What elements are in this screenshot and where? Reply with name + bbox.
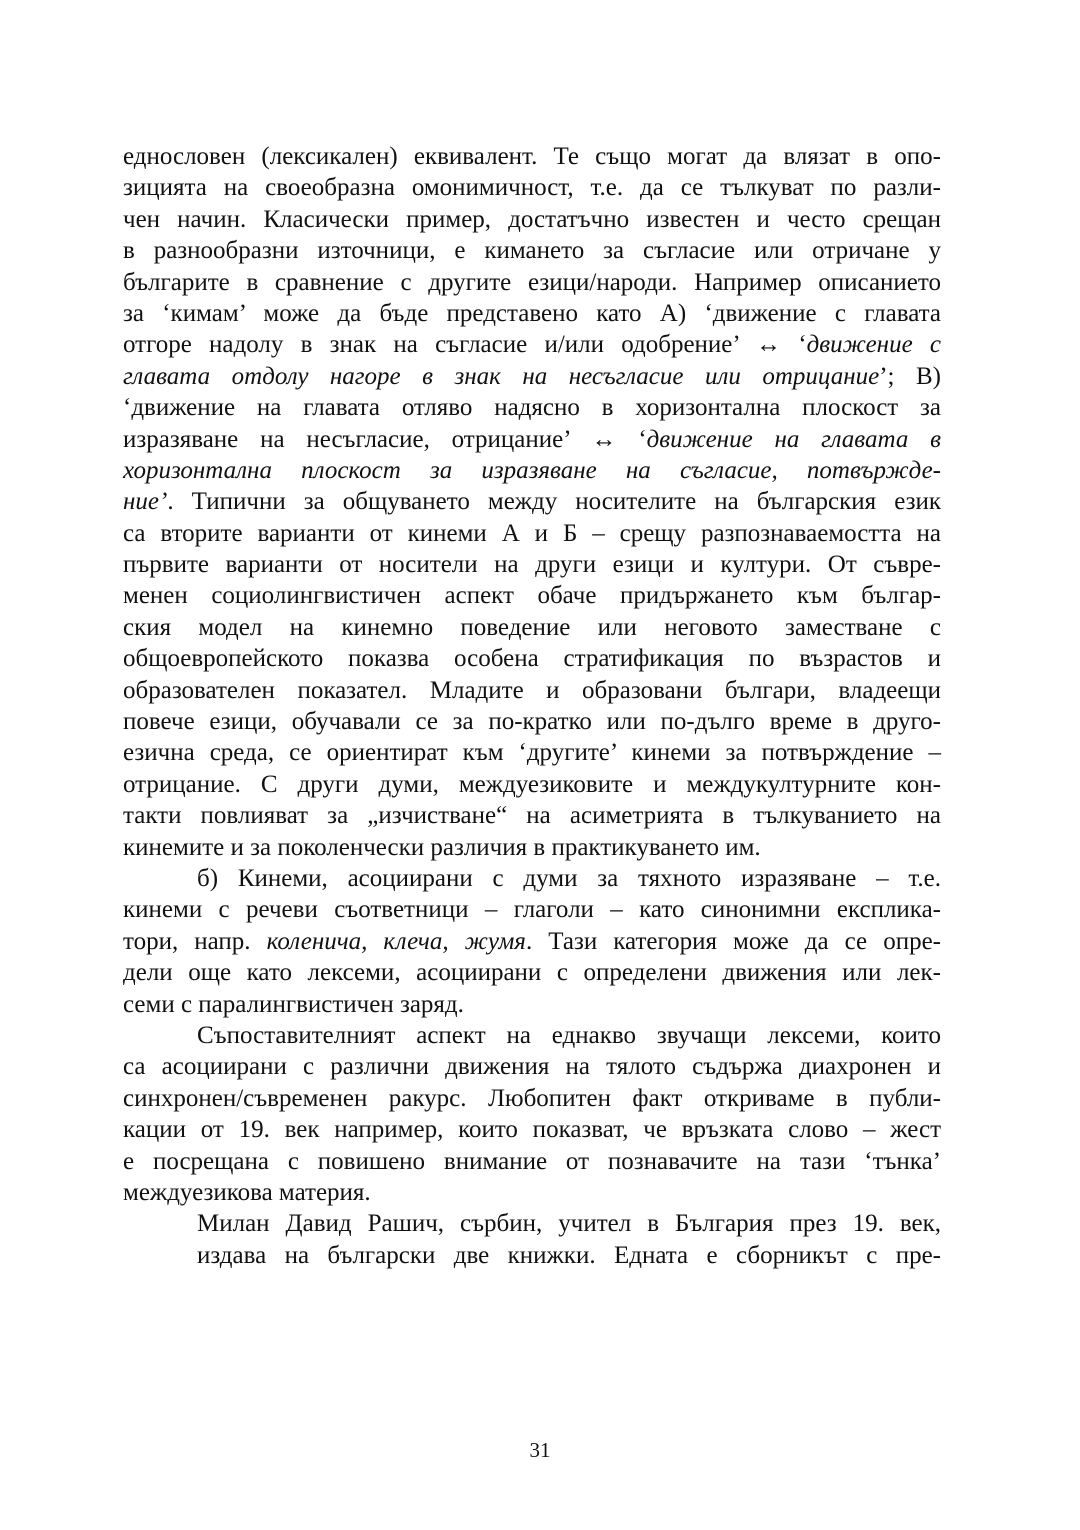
text-line bbox=[123, 486, 941, 517]
text-segment: еднословен (лексикален) еквивалент. Те също могат да влязат в опо- bbox=[123, 143, 941, 170]
text-line bbox=[123, 1177, 941, 1208]
text-segment: зицията на своеобразна омонимичност, т.е. да се тълкуват по разли- bbox=[123, 174, 941, 202]
text-line bbox=[123, 769, 941, 800]
text-segment: Милан Давид Рашич, сърбин, учител в България през 19. век, bbox=[197, 1210, 941, 1238]
text-line bbox=[123, 518, 941, 549]
text-segment: . Тази категория може да се опре- bbox=[525, 927, 941, 955]
text-segment: са вторите варианти от кинеми А и Б – срещу разпознаваемостта на bbox=[123, 519, 941, 547]
text-segment: Съпоставителният аспект на еднакво звучащи лексеми, които bbox=[197, 1021, 941, 1049]
text-line bbox=[123, 1051, 941, 1082]
text-segment: отгоре надолу в знак на съгласие и/или одобрение’ ↔ ‘ bbox=[123, 331, 807, 359]
text-segment: кинеми с речеви съответници – глаголи – като синонимни експлика- bbox=[123, 896, 941, 924]
text-line bbox=[123, 204, 941, 235]
text-segment: . Типични за общуването между носителите на българския език bbox=[167, 488, 941, 516]
text-line bbox=[123, 1208, 941, 1239]
text-segment: повече езици, обучавали се за по-кратко или по-дълго време в друго- bbox=[123, 708, 941, 736]
italic-segment: коленича, клеча, жумя bbox=[266, 927, 526, 955]
text-segment: изразяване на несъгласие, отрицание’ ↔ ‘ bbox=[123, 425, 647, 453]
text-line bbox=[123, 549, 941, 580]
text-line bbox=[123, 392, 941, 423]
text-line bbox=[123, 172, 941, 203]
text-line bbox=[123, 1020, 941, 1051]
text-line bbox=[123, 141, 941, 172]
text-line bbox=[123, 1083, 941, 1114]
text-segment: българите в сравнение с другите езици/народи. Например описанието bbox=[123, 268, 941, 296]
text-segment: такти повлияват за „изчистване“ на асиметрията в тълкуванието на bbox=[123, 802, 941, 830]
text-segment: дели още като лексеми, асоциирани с определени движения или лек- bbox=[123, 959, 941, 987]
text-segment: синхронен/съвременен ракурс. Любопитен факт откриваме в публи- bbox=[123, 1084, 941, 1112]
text-segment: кации от 19. век например, които показват, че връзката слово – жест bbox=[123, 1116, 941, 1144]
text-line bbox=[123, 957, 941, 988]
text-line bbox=[123, 455, 941, 486]
text-line bbox=[123, 832, 941, 863]
text-segment: са асоциирани с различни движения на тялото съдържа диахронен и bbox=[123, 1053, 941, 1081]
italic-segment: движение на главата в bbox=[646, 425, 941, 453]
text-line bbox=[123, 1240, 941, 1271]
text-line bbox=[123, 643, 941, 674]
text-segment: образователен показател. Младите и образовани българи, владеещи bbox=[123, 676, 941, 704]
text-line bbox=[123, 706, 941, 737]
text-segment: ’; В) bbox=[879, 362, 942, 390]
text-segment: кинемите и за поколенчески различия в практикуването им. bbox=[123, 833, 761, 861]
text-segment: първите варианти от носители на други езици и култури. От съвре- bbox=[123, 551, 941, 579]
text-line bbox=[123, 989, 941, 1020]
text-line bbox=[123, 424, 941, 455]
text-line bbox=[123, 267, 941, 298]
text-segment: за ‘кимам’ може да бъде представено като А) ‘движение с главата bbox=[123, 299, 941, 327]
text-line bbox=[123, 675, 941, 706]
text-line bbox=[123, 800, 941, 831]
text-segment: тори, напр. bbox=[123, 927, 267, 955]
text-line bbox=[123, 235, 941, 266]
italic-segment: хоризонтална плоскост за изразяване на съгласие, потвържде- bbox=[123, 456, 941, 484]
text-line bbox=[123, 298, 941, 329]
italic-segment: ние’ bbox=[123, 488, 168, 516]
italic-segment: главата отдолу нагоре в знак на несъгласие или отрицание bbox=[123, 362, 880, 390]
text-segment: б) Кинеми, асоциирани с думи за тяхното изразяване – т.е. bbox=[197, 864, 941, 892]
text-line bbox=[123, 361, 941, 392]
page-body bbox=[123, 141, 941, 1271]
text-segment: менен социолингвистичен аспект обаче придържането към българ- bbox=[123, 582, 941, 610]
text-line bbox=[123, 329, 941, 360]
page-number: 31 bbox=[529, 1438, 551, 1462]
text-segment: е посрещана с повишено внимание от познавачите на тази ‘тънка’ bbox=[123, 1147, 941, 1175]
text-line bbox=[123, 1146, 941, 1177]
text-line bbox=[123, 926, 941, 957]
text-segment: отрицание. С други думи, междуезиковите и междукултурните кон- bbox=[123, 770, 941, 798]
text-segment: семи с паралингвистичен заряд. bbox=[123, 990, 464, 1018]
text-line bbox=[123, 1114, 941, 1145]
text-line bbox=[123, 894, 941, 925]
text-segment: в разнообразни източници, е кимането за съгласие или отричане у bbox=[123, 237, 941, 265]
text-line bbox=[123, 863, 941, 894]
text-segment: ския модел на кинемно поведение или неговото заместване с bbox=[123, 613, 941, 641]
italic-segment: движение с bbox=[806, 331, 941, 359]
text-segment: чен начин. Класически пример, достатъчно известен и често срещан bbox=[123, 205, 941, 233]
text-line bbox=[123, 580, 941, 611]
text-line bbox=[123, 737, 941, 768]
text-segment: междуезикова материя. bbox=[123, 1178, 371, 1206]
text-segment: езична среда, се ориентират към ‘другите’ кинеми за потвърждение – bbox=[123, 739, 941, 767]
text-segment: ‘движение на главата отляво надясно в хоризонтална плоскост за bbox=[123, 394, 941, 422]
text-segment: общоевропейското показва особена стратификация по възрастов и bbox=[123, 645, 941, 673]
text-line bbox=[123, 612, 941, 643]
text-segment: издава на български две книжки. Едната е сборникът с пре- bbox=[197, 1241, 941, 1269]
